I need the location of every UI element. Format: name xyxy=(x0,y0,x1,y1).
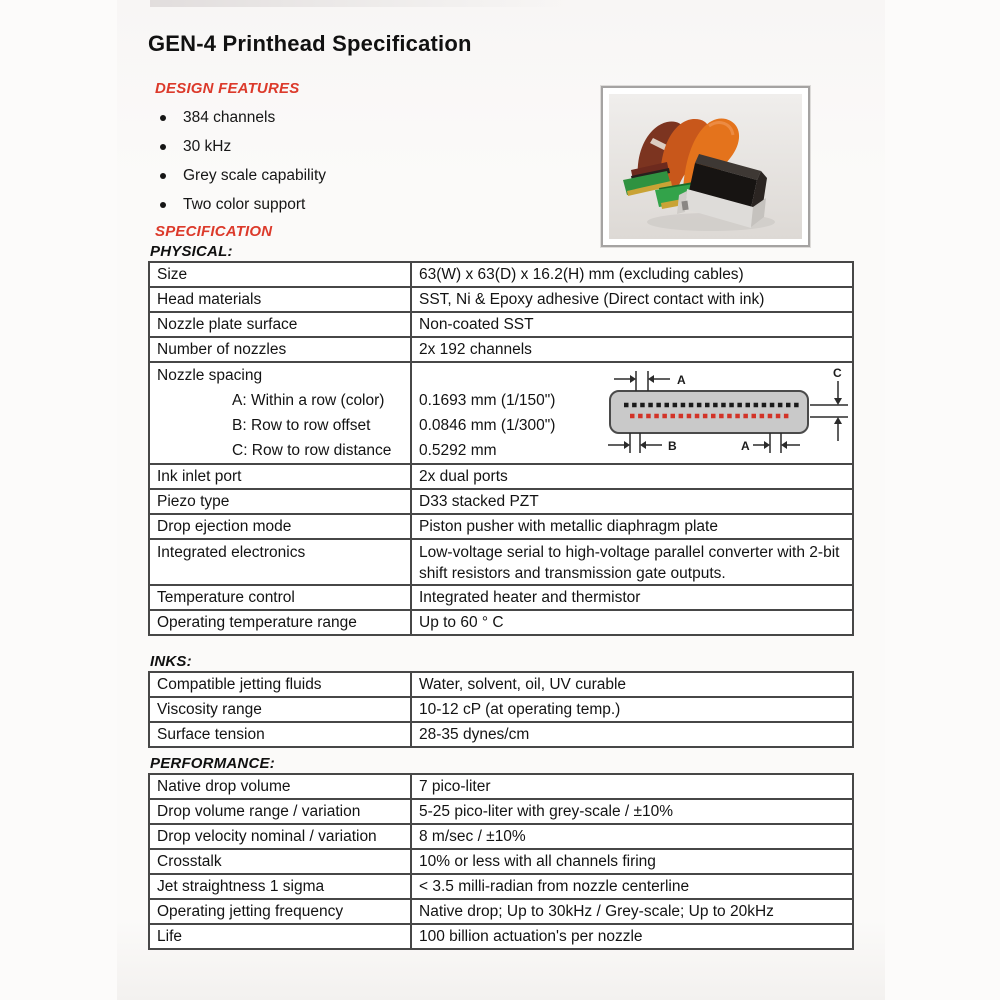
feature-label: Two color support xyxy=(183,195,306,213)
sub-value: 0.1693 mm (1/150") xyxy=(419,392,556,409)
row-label-cell: Drop volume range / variation xyxy=(149,799,411,824)
sub-label: C: Row to row distance xyxy=(232,442,392,459)
nozzle-spacing-label: Nozzle spacing xyxy=(157,367,263,384)
row-label-cell: Integrated electronics xyxy=(149,539,411,585)
row-label-cell: Jet straightness 1 sigma xyxy=(149,874,411,899)
table-row xyxy=(149,874,853,899)
physical-table xyxy=(148,261,854,636)
feature-item xyxy=(160,161,326,190)
table-row xyxy=(149,824,853,849)
row-label-cell: Ink inlet port xyxy=(149,464,411,489)
bullet-icon xyxy=(160,115,166,121)
diagram-label-c: C xyxy=(833,366,842,380)
table-row xyxy=(149,610,853,635)
sub-label: A: Within a row (color) xyxy=(232,392,385,409)
feature-item xyxy=(160,132,326,161)
row-value-cell: 100 billion actuation's per nozzle xyxy=(411,924,853,949)
feature-item xyxy=(160,190,326,219)
diagram-label-b: B xyxy=(668,439,677,453)
bullet-icon xyxy=(160,173,166,179)
table-row xyxy=(149,287,853,312)
row-label-cell: Piezo type xyxy=(149,489,411,514)
row-label-cell: Life xyxy=(149,924,411,949)
row-value-cell: 7 pico-liter xyxy=(411,774,853,799)
table-row xyxy=(149,489,853,514)
table-row xyxy=(149,672,853,697)
table-row xyxy=(149,722,853,747)
nozzle-spacing-sublabels xyxy=(150,388,410,463)
row-value-cell: SST, Ni & Epoxy adhesive (Direct contact with ink) xyxy=(411,287,853,312)
row-value-cell: 10-12 cP (at operating temp.) xyxy=(411,697,853,722)
performance-section-heading: PERFORMANCE: xyxy=(150,755,275,772)
table-row xyxy=(149,697,853,722)
design-features-list xyxy=(160,103,326,219)
table-row xyxy=(149,924,853,949)
specification-heading: SPECIFICATION xyxy=(155,223,273,240)
diagram-label-a-top: A xyxy=(677,373,686,387)
row-value-cell: 10% or less with all channels firing xyxy=(411,849,853,874)
row-label-cell: Compatible jetting fluids xyxy=(149,672,411,697)
row-value-cell: Piston pusher with metallic diaphragm plate xyxy=(411,514,853,539)
row-value-cell: 2x dual ports xyxy=(411,464,853,489)
table-row xyxy=(149,539,853,585)
row-label-cell: Drop velocity nominal / variation xyxy=(149,824,411,849)
inks-section-heading: INKS: xyxy=(150,653,192,670)
photo-frame xyxy=(601,86,810,247)
row-value-cell: D33 stacked PZT xyxy=(411,489,853,514)
table-row xyxy=(149,899,853,924)
table-row xyxy=(149,585,853,610)
row-label-cell: Operating temperature range xyxy=(149,610,411,635)
table-row xyxy=(149,799,853,824)
row-label-cell: Crosstalk xyxy=(149,849,411,874)
row-value-cell: Non-coated SST xyxy=(411,312,853,337)
row-value-cell: 28-35 dynes/cm xyxy=(411,722,853,747)
feature-item xyxy=(160,103,326,132)
table-row xyxy=(149,774,853,799)
table-row xyxy=(149,262,853,287)
row-value-cell: Integrated heater and thermistor xyxy=(411,585,853,610)
row-label-cell: Number of nozzles xyxy=(149,337,411,362)
row-label-cell: Drop ejection mode xyxy=(149,514,411,539)
row-label-cell: Temperature control xyxy=(149,585,411,610)
feature-label: 384 channels xyxy=(183,108,276,126)
row-value-cell: Water, solvent, oil, UV curable xyxy=(411,672,853,697)
row-label-cell: Size xyxy=(149,262,411,287)
sub-value: 0.0846 mm (1/300") xyxy=(419,417,556,434)
bullet-icon xyxy=(160,144,166,150)
page-title: GEN-4 Printhead Specification xyxy=(148,31,472,56)
printhead-photo-illustration xyxy=(609,94,802,239)
feature-label: 30 kHz xyxy=(183,137,232,155)
sub-label: B: Row to row offset xyxy=(232,417,371,434)
table-row xyxy=(149,337,853,362)
table-row xyxy=(149,514,853,539)
performance-table xyxy=(148,773,854,950)
row-value-cell: 63(W) x 63(D) x 16.2(H) mm (excluding cables) xyxy=(411,262,853,287)
row-value-cell: Native drop; Up to 30kHz / Grey-scale; Up to 20kHz xyxy=(411,899,853,924)
nozzle-spacing-diagram xyxy=(600,365,850,461)
row-label-cell xyxy=(149,362,411,464)
diagram-label-a-bottom: A xyxy=(741,439,750,453)
design-features-heading: DESIGN FEATURES xyxy=(155,80,300,97)
feature-label: Grey scale capability xyxy=(183,166,327,184)
table-row xyxy=(149,312,853,337)
inks-table xyxy=(148,671,854,748)
row-value-cell: Low-voltage serial to high-voltage parallel converter with 2-bit shift resistors and transmission gate outputs. xyxy=(411,539,853,585)
row-value-cell: 8 m/sec / ±10% xyxy=(411,824,853,849)
row-label-cell: Nozzle plate surface xyxy=(149,312,411,337)
row-label-cell: Viscosity range xyxy=(149,697,411,722)
printhead-photo xyxy=(609,94,802,239)
row-label-cell: Native drop volume xyxy=(149,774,411,799)
row-value-cell: < 3.5 milli-radian from nozzle centerline xyxy=(411,874,853,899)
row-value-cell: 5-25 pico-liter with grey-scale / ±10% xyxy=(411,799,853,824)
table-row xyxy=(149,464,853,489)
row-label-cell: Operating jetting frequency xyxy=(149,899,411,924)
table-row xyxy=(149,849,853,874)
row-label-cell: Surface tension xyxy=(149,722,411,747)
nozzle-spacing-row xyxy=(149,362,853,464)
row-label-cell: Head materials xyxy=(149,287,411,312)
sub-value: 0.5292 mm xyxy=(419,442,497,459)
row-value-cell: Up to 60 ° C xyxy=(411,610,853,635)
physical-section-heading: PHYSICAL: xyxy=(150,243,233,260)
bullet-icon xyxy=(160,202,166,208)
row-value-cell xyxy=(411,362,853,464)
row-value-cell: 2x 192 channels xyxy=(411,337,853,362)
